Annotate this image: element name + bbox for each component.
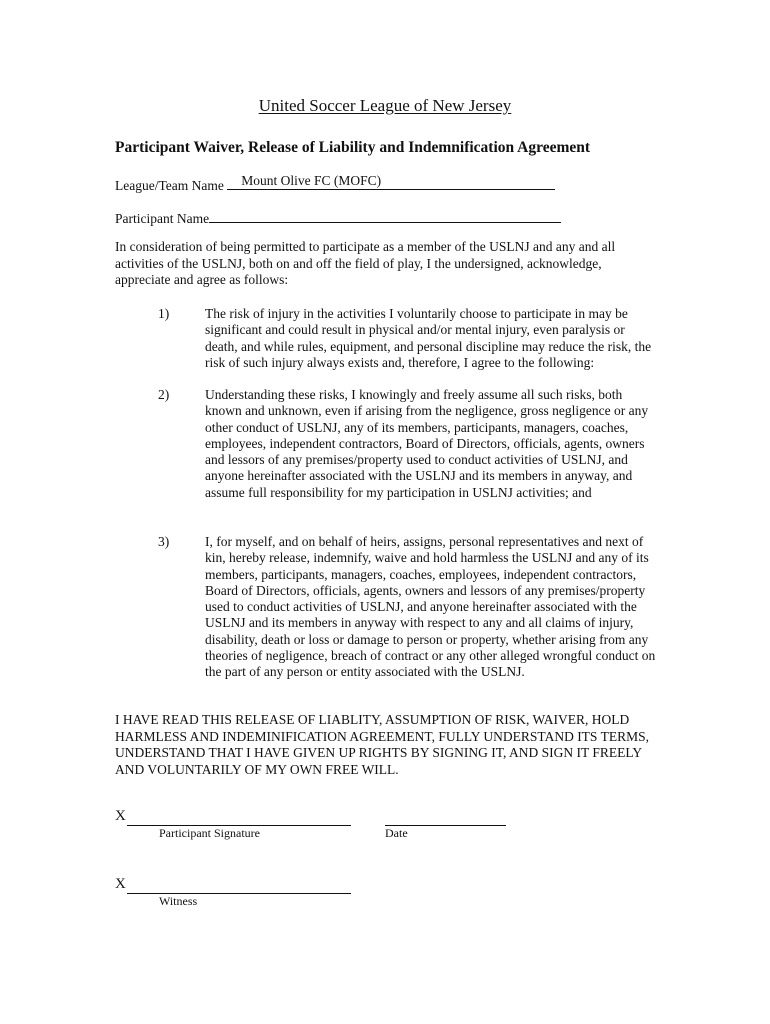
participant-signature-line[interactable] [115, 808, 126, 825]
participant-name-input[interactable] [209, 208, 561, 223]
witness-x-mark: X [115, 876, 126, 892]
clause-text: Understanding these risks, I knowingly and freely assume all such risks, both known and unknown, even if arising from the negligence, gross negligence or any other conduct of USLNJ, any of its members, participants, managers, coaches, employees, independent contractors, Board of Directors, officials, agents, owners and lessors of any premises/property used to conduct activities of USLNJ, and anyone hereinafter associated with the USLNJ and its members in anyway, and assume full responsibility for my participation in USLNJ activities; and [205, 387, 649, 500]
date-caption: Date [385, 826, 408, 840]
signature-x-mark: X [115, 808, 126, 824]
clause-text: I, for myself, and on behalf of heirs, assigns, personal representatives and next of kin, hereby release, indemnify, waive and hold harmless the USLNJ and any of its members, participants, managers, coaches, employees, independent contractors, Board of Directors, officials, agents, owners and lessors of any premises/property used to conduct activities of USLNJ, and anyone hereinafter associated with the USLNJ and its members in anyway with respect to any and all claims of injury, disability, death or loss or damage to person or property, whether arising from any theories of negligence, breach of contract or any other alleged wrongful conduct on the part of any person or entity associated with the USLNJ. [205, 534, 656, 680]
intro-paragraph: In consideration of being permitted to participate as a member of the USLNJ and any and all activities of the USLNJ, both on and off the field of play, I the undersigned, acknowledge, appreciate and agree as follows: [115, 239, 616, 287]
document-title: United Soccer League of New Jersey [258, 96, 512, 115]
league-team-value: Mount Olive FC (MOFC) [241, 173, 382, 188]
league-team-input[interactable] [227, 175, 555, 190]
clause-number: 1) [158, 306, 170, 321]
participant-signature-caption: Participant Signature [159, 826, 260, 840]
participant-name-label: Participant Name [115, 211, 210, 226]
league-team-field [115, 175, 555, 194]
participant-name-field [115, 208, 561, 227]
witness-signature-line[interactable] [115, 876, 126, 893]
clause-number: 2) [158, 387, 170, 402]
clause-number: 3) [158, 534, 170, 549]
document-subtitle: Participant Waiver, Release of Liability and Indemnification Agreement [115, 139, 591, 156]
witness-caption: Witness [159, 894, 198, 908]
acknowledgement-paragraph: I HAVE READ THIS RELEASE OF LIABLITY, ASSUMPTION OF RISK, WAIVER, HOLD HARMLESS AND INDEMINIFICATION AGREEMENT, FULLY UNDERSTAND ITS TERMS, UNDERSTAND THAT I HAVE GIVEN UP RIGHTS BY SIGNING IT, AND SIGN IT FREELY AND VOLUNTARILY OF MY OWN FREE WILL. [115, 712, 649, 777]
clause-text: The risk of injury in the activities I voluntarily choose to participate in may be significant and could result in physical and/or mental injury, even paralysis or death, and while rules, equipment, and personal discipline may reduce the risk, the risk of such injury always exists and, therefore, I agree to the following: [205, 306, 652, 370]
league-team-label: League/Team Name [115, 178, 224, 193]
